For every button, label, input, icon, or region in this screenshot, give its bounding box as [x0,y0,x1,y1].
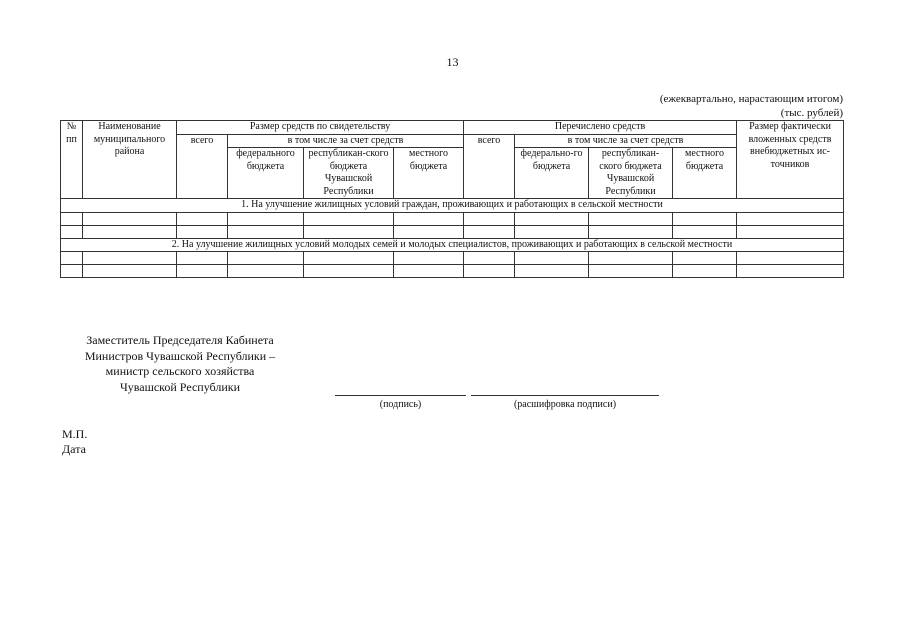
table-row [61,225,844,238]
signer-line: министр сельского хозяйства [105,364,255,378]
header-district-name: Наименование муниципального района [83,121,177,199]
section-title-rural-citizens: 1. На улучшение жилищных условий граждан, проживающих и работающих в сельской местности [61,199,844,213]
date-label: Дата [62,442,86,456]
header-including-certificate: в том числе за счет средств [228,134,464,148]
stamp-placeholder: М.П. [62,427,88,441]
report-table [60,120,844,278]
header-transferred: Перечислено средств [464,121,737,135]
header-extrabudgetary: Размер фактически вложенных средств внебюджетных ис-точников [737,121,844,199]
signer-line: Министров Чувашской Республики – [84,348,276,363]
header-total-transferred: всего [464,134,515,199]
table-row [61,265,844,278]
signature-decode-line [471,395,659,396]
stamp-block [62,427,87,457]
header-republic-certificate: республикан-ского бюджета Чувашской Республики [304,148,394,199]
header-federal-transferred: федерально-го бюджета [515,148,589,199]
header-num: № пп [61,121,83,199]
signature-caption: (подпись) [379,399,422,410]
frequency-note: (ежеквартально, нарастающим итогом) [659,93,843,105]
header-local-certificate: местного бюджета [394,148,464,199]
signer-line: Чувашской Республики [119,379,241,394]
header-including-transferred: в том числе за счет средств [515,134,737,148]
section-title-young-families: 2. На улучшение жилищных условий молодых семей и молодых специалистов, проживающих и работающих в сельской местности [61,238,844,252]
units-note: (тыс. рублей) [780,107,843,119]
header-republic-transferred: республикан-ского бюджета Чувашской Республики [589,148,673,199]
signer-title [60,333,300,395]
table-header [61,121,844,199]
signature-line [335,395,466,396]
signature-decode-caption: (расшифровка подписи) [513,399,617,410]
header-federal-certificate: федерального бюджета [228,148,304,199]
page-number: 13 [446,55,459,69]
table-row [61,252,844,265]
table-row [61,212,844,225]
signer-line: Заместитель Председателя Кабинета [86,333,274,347]
header-local-transferred: местного бюджета [673,148,737,199]
header-total-certificate: всего [177,134,228,199]
header-certificate-amount: Размер средств по свидетельству [177,121,464,135]
